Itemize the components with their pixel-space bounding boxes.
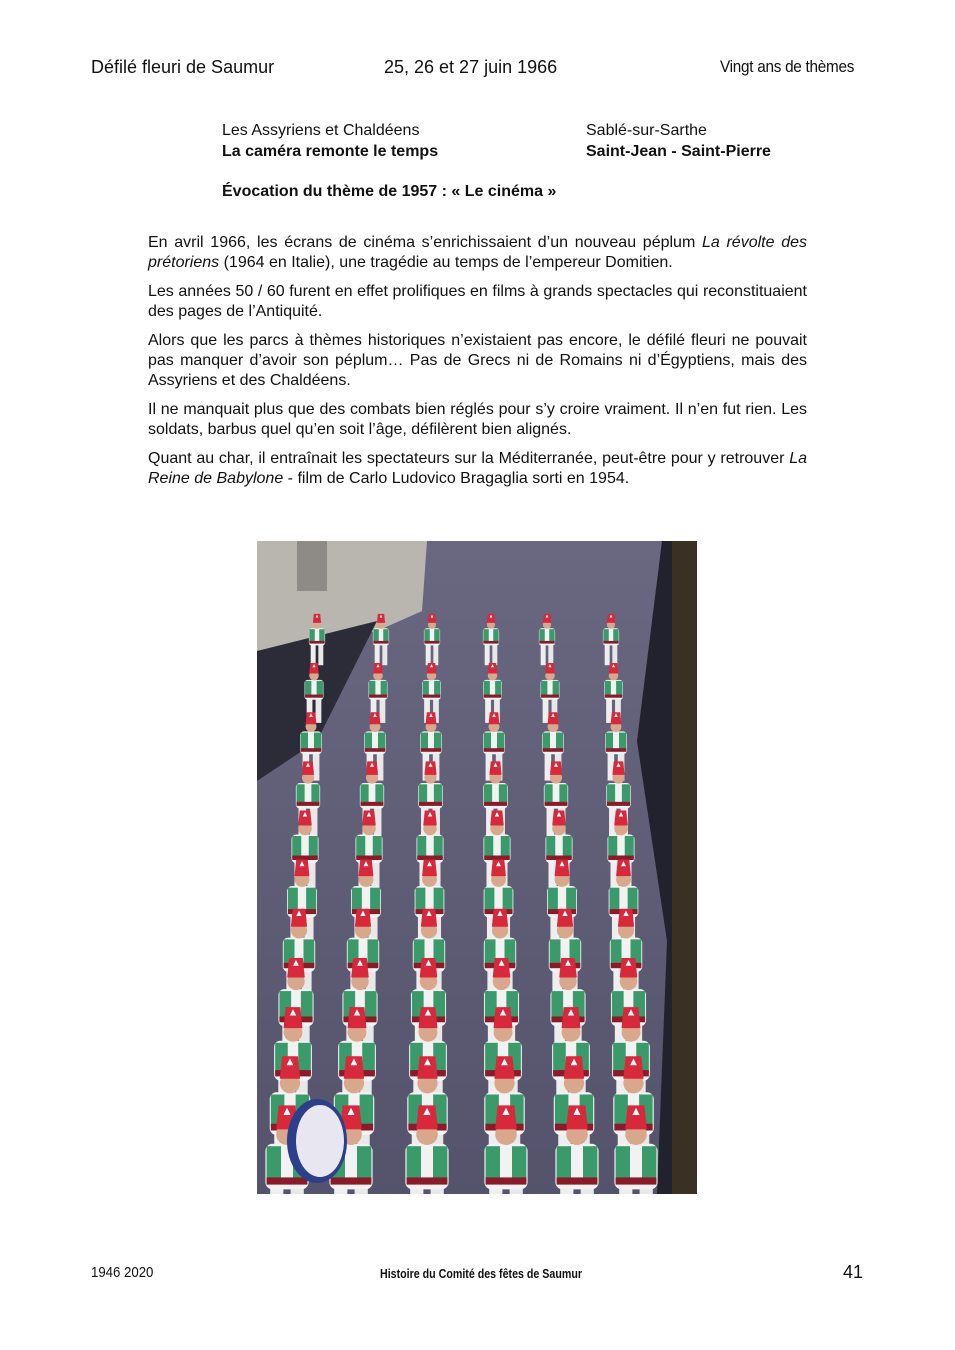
p1-film-title: La révolte des prétoriens	[148, 234, 807, 271]
paragraph-1	[148, 233, 807, 273]
paragraph-3: Alors que les parcs à thèmes historiques n’existaient pas encore, le défilé fleuri ne pouvait pas manquer d’avoir son péplum… Pas de Grecs ni de Romains ni d’Égyptiens, mais des Assyriens et des Chaldéens.	[148, 332, 807, 389]
paragraph-5	[148, 449, 807, 489]
entry-left	[222, 120, 438, 162]
header-date: 25, 26 et 27 juin 1966	[384, 57, 558, 77]
footer-title: Histoire du Comité des fêtes de Saumur	[380, 1266, 583, 1281]
parade-photo-illustration	[257, 541, 697, 1194]
article-body	[148, 233, 807, 498]
entry-title: La caméra remonte le temps	[222, 143, 439, 160]
paragraph-2: Les années 50 / 60 furent en effet prolifiques en films à grands spectacles qui reconstituaient des pages de l’Antiquité.	[148, 283, 807, 320]
evocation-heading: Évocation du thème de 1957 : « Le cinéma »	[222, 183, 557, 200]
p5-text-a: Quant au char, il entraînait les spectateurs sur la Méditerranée, peut-être pour y retrouver	[148, 450, 790, 467]
header-section: Vingt ans de thèmes	[720, 57, 855, 76]
entry-group: Les Assyriens et Chaldéens	[222, 122, 420, 139]
header-title: Défilé fleuri de Saumur	[91, 57, 275, 77]
parade-photo	[257, 541, 697, 1194]
entry-right	[586, 120, 771, 162]
p1-text-b: (1964 en Italie), une tragédie au temps de l’empereur Domitien.	[219, 254, 673, 271]
p1-text-a: En avril 1966, les écrans de cinéma s’enrichissaient d’un nouveau péplum	[148, 234, 702, 251]
entry-parish: Saint-Jean - Saint-Pierre	[586, 143, 771, 160]
footer-years: 1946 2020	[91, 1264, 154, 1281]
bass-drum	[287, 1099, 347, 1183]
entry-town: Sablé-sur-Sarthe	[586, 122, 707, 139]
paragraph-4: Il ne manquait plus que des combats bien réglés pour s’y croire vraiment. Il n’en fut rien. Les soldats, barbus quel qu’en soit l’âge, défilèrent bien alignés.	[148, 401, 807, 438]
p5-text-b: - film de Carlo Ludovico Bragaglia sorti en 1954.	[283, 470, 630, 487]
page-number: 41	[843, 1262, 864, 1282]
p5-film-title: La Reine de Babylone	[148, 450, 807, 487]
